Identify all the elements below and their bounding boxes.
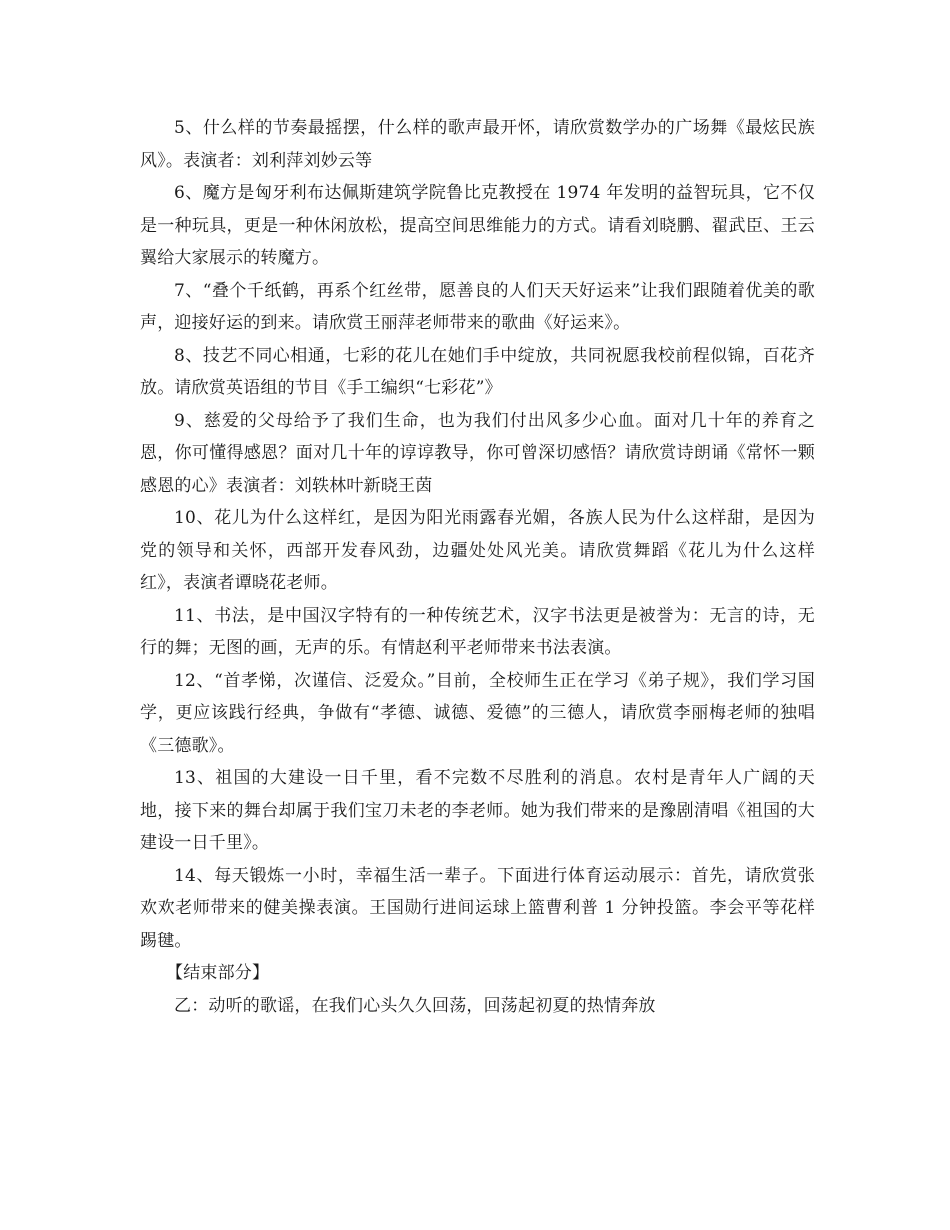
paragraph-item-7: 7、“叠个千纸鹤，再系个红丝带，愿善良的人们天天好运来”让我们跟随着优美的歌声，迎接好运的到来。请欣赏王丽萍老师带来的歌曲《好运来》。: [140, 280, 815, 333]
paragraph-item-11: 11、书法，是中国汉字特有的一种传统艺术，汉字书法更是被誉为：无言的诗，无行的舞；无图的画，无声的乐。有情赵利平老师带来书法表演。: [140, 605, 815, 658]
paragraph-item-10: 10、花儿为什么这样红，是因为阳光雨露春光媚，各族人民为什么这样甜，是因为党的领导和关怀，西部开发春风劲，边疆处处风光美。请欣赏舞蹈《花儿为什么这样红》，表演者谭晓花老师。: [140, 508, 815, 593]
paragraph-item-8: 8、技艺不同心相通，七彩的花儿在她们手中绽放，共同祝愿我校前程似锦，百花齐放。请欣赏英语组的节目《手工编织“七彩花”》: [140, 345, 815, 398]
closing-line: 乙：动听的歌谣，在我们心头久久回荡，回荡起初夏的热情奔放: [174, 995, 656, 1016]
paragraph-item-13: 13、祖国的大建设一日千里，看不完数不尽胜利的消息。农村是青年人广阔的天地，接下来的舞台却属于我们宝刀未老的李老师。她为我们带来的是豫剧清唱《祖国的大建设一日千里》。: [140, 768, 815, 853]
paragraph-item-6: 6、魔方是匈牙利布达佩斯建筑学院鲁比克教授在 1974 年发明的益智玩具，它不仅是一种玩具，更是一种休闲放松，提高空间思维能力的方式。请看刘晓鹏、翟武臣、王云翼给大家展示的转魔方。: [140, 183, 815, 268]
paragraph-item-5: 5、什么样的节奏最摇摆，什么样的歌声最开怀，请欣赏数学办的广场舞《最炫民族风》。表演者：刘利萍刘妙云等: [140, 118, 815, 171]
document-body: [140, 112, 815, 1022]
paragraph-item-9: 9、慈爱的父母给予了我们生命，也为我们付出风多少心血。面对几十年的养育之恩，你可懂得感恩？面对几十年的谆谆教导，你可曾深切感悟？请欣赏诗朗诵《常怀一颗感恩的心》表演者：刘轶林叶新晓王茵: [140, 410, 815, 496]
section-heading: 【结束部分】: [166, 963, 270, 983]
paragraph-item-12: 12、“首孝悌，次谨信、泛爱众。”目前，全校师生正在学习《弟子规》，我们学习国学，更应该践行经典，争做有“孝德、诚德、爱德”的三德人，请欣赏李丽梅老师的独唱《三德歌》。: [140, 670, 815, 756]
paragraph-item-14: 14、每天锻炼一小时，幸福生活一辈子。下面进行体育运动展示：首先，请欣赏张欢欢老师带来的健美操表演。王国勋行进间运球上篮曹利普 1 分钟投篮。李会平等花样踢毽。: [140, 865, 815, 951]
